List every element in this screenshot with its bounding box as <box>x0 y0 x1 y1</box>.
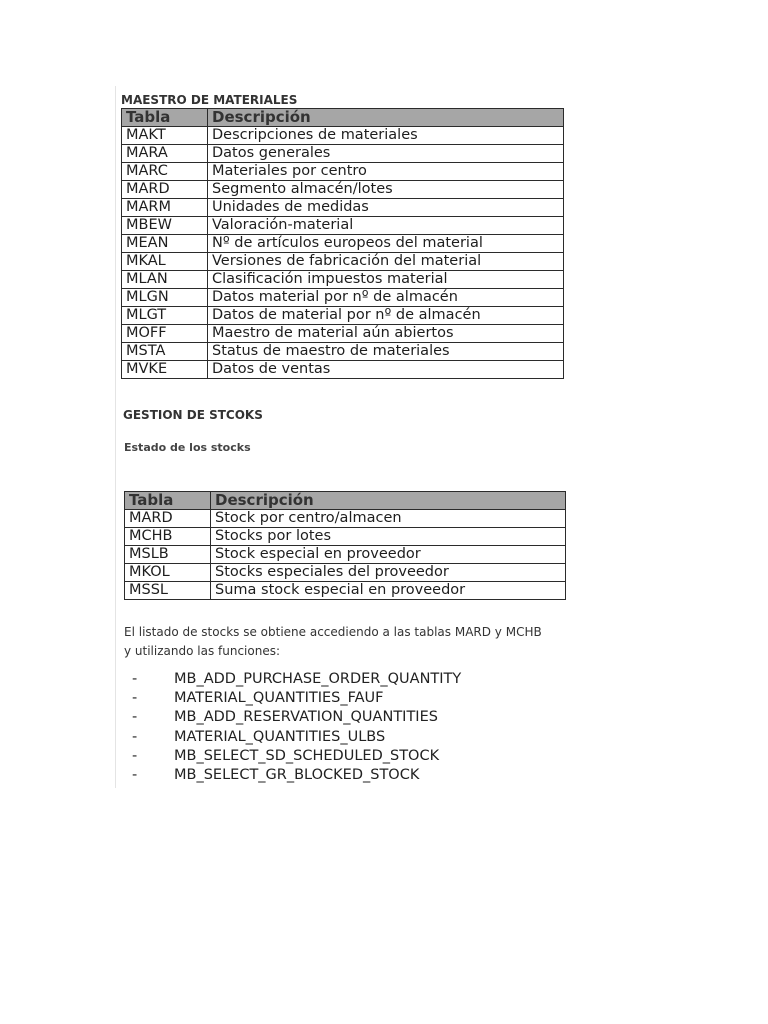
table-row <box>122 361 564 379</box>
list-item <box>132 708 461 727</box>
table-description-cell: Stocks por lotes <box>211 528 566 546</box>
table-row <box>125 582 566 600</box>
table-row <box>125 546 566 564</box>
table-description-cell: Versiones de fabricación del material <box>208 253 564 271</box>
materials-header-tabla: Tabla <box>122 109 208 127</box>
table-code-cell: MBEW <box>122 217 208 235</box>
table-description-cell: Datos material por nº de almacén <box>208 289 564 307</box>
function-name: MB_ADD_PURCHASE_ORDER_QUANTITY <box>174 671 462 687</box>
function-name: MB_ADD_RESERVATION_QUANTITIES <box>174 709 438 726</box>
table-code-cell: MLAN <box>122 271 208 289</box>
table-row <box>122 199 564 217</box>
table-row <box>125 564 566 582</box>
list-dash: - <box>132 747 138 764</box>
list-dash: - <box>132 766 138 783</box>
stocks-header-descripcion: Descripción <box>211 492 566 510</box>
stocks-subtitle: Estado de los stocks <box>124 441 251 454</box>
table-row <box>122 181 564 199</box>
list-item <box>132 747 461 766</box>
table-row <box>122 235 564 253</box>
table-code-cell: MSSL <box>125 582 211 600</box>
list-dash: - <box>132 709 138 726</box>
page-edge-line <box>115 86 116 788</box>
materials-section-title: MAESTRO DE MATERIALES <box>121 93 298 107</box>
table-row <box>122 253 564 271</box>
stocks-header-row <box>125 492 566 510</box>
table-description-cell: Stock especial en proveedor <box>211 546 566 564</box>
function-name: MATERIAL_QUANTITIES_ULBS <box>174 728 386 745</box>
table-description-cell: Nº de artículos europeos del material <box>208 235 564 253</box>
functions-list <box>132 670 461 785</box>
table-description-cell: Segmento almacén/lotes <box>208 181 564 199</box>
list-item <box>132 728 461 747</box>
stocks-section-title: GESTION DE STCOKS <box>123 408 263 422</box>
table-description-cell: Descripciones de materiales <box>208 127 564 145</box>
list-dash: - <box>132 690 138 707</box>
table-row <box>122 145 564 163</box>
table-row <box>122 325 564 343</box>
table-description-cell: Unidades de medidas <box>208 199 564 217</box>
table-code-cell: MVKE <box>122 361 208 379</box>
table-description-cell: Stock por centro/almacen <box>211 510 566 528</box>
table-code-cell: MLGN <box>122 289 208 307</box>
materials-table <box>121 108 564 379</box>
stocks-paragraph: El listado de stocks se obtiene accediendo a las tablas MARD y MCHB y utilizando las funciones: <box>124 625 542 658</box>
table-description-cell: Valoración-material <box>208 217 564 235</box>
list-dash: - <box>132 728 138 745</box>
table-code-cell: MARA <box>122 145 208 163</box>
table-code-cell: MARD <box>125 510 211 528</box>
list-dash: - <box>132 671 138 687</box>
table-row <box>125 510 566 528</box>
table-code-cell: MKAL <box>122 253 208 271</box>
table-code-cell: MSLB <box>125 546 211 564</box>
table-code-cell: MEAN <box>122 235 208 253</box>
materials-header-descripcion: Descripción <box>208 109 564 127</box>
table-code-cell: MCHB <box>125 528 211 546</box>
table-row <box>125 528 566 546</box>
table-code-cell: MARM <box>122 199 208 217</box>
table-code-cell: MARC <box>122 163 208 181</box>
table-description-cell: Datos de material por nº de almacén <box>208 307 564 325</box>
table-description-cell: Maestro de material aún abiertos <box>208 325 564 343</box>
list-item <box>132 766 461 785</box>
list-item <box>132 670 461 689</box>
table-row <box>122 307 564 325</box>
table-row <box>122 217 564 235</box>
function-name: MB_SELECT_GR_BLOCKED_STOCK <box>174 766 420 783</box>
stocks-table <box>124 491 566 600</box>
stocks-header-tabla: Tabla <box>125 492 211 510</box>
table-description-cell: Materiales por centro <box>208 163 564 181</box>
table-code-cell: MKOL <box>125 564 211 582</box>
materials-header-row <box>122 109 564 127</box>
table-description-cell: Clasificación impuestos material <box>208 271 564 289</box>
table-description-cell: Datos generales <box>208 145 564 163</box>
table-row <box>122 271 564 289</box>
table-description-cell: Status de maestro de materiales <box>208 343 564 361</box>
table-row <box>122 343 564 361</box>
table-row <box>122 289 564 307</box>
function-name: MATERIAL_QUANTITIES_FAUF <box>174 690 384 707</box>
table-code-cell: MARD <box>122 181 208 199</box>
table-description-cell: Suma stock especial en proveedor <box>211 582 566 600</box>
table-code-cell: MSTA <box>122 343 208 361</box>
table-description-cell: Datos de ventas <box>208 361 564 379</box>
table-row <box>122 163 564 181</box>
table-code-cell: MOFF <box>122 325 208 343</box>
function-name: MB_SELECT_SD_SCHEDULED_STOCK <box>174 747 440 764</box>
table-row <box>122 127 564 145</box>
table-code-cell: MLGT <box>122 307 208 325</box>
table-code-cell: MAKT <box>122 127 208 145</box>
list-item <box>132 689 461 708</box>
table-description-cell: Stocks especiales del proveedor <box>211 564 566 582</box>
